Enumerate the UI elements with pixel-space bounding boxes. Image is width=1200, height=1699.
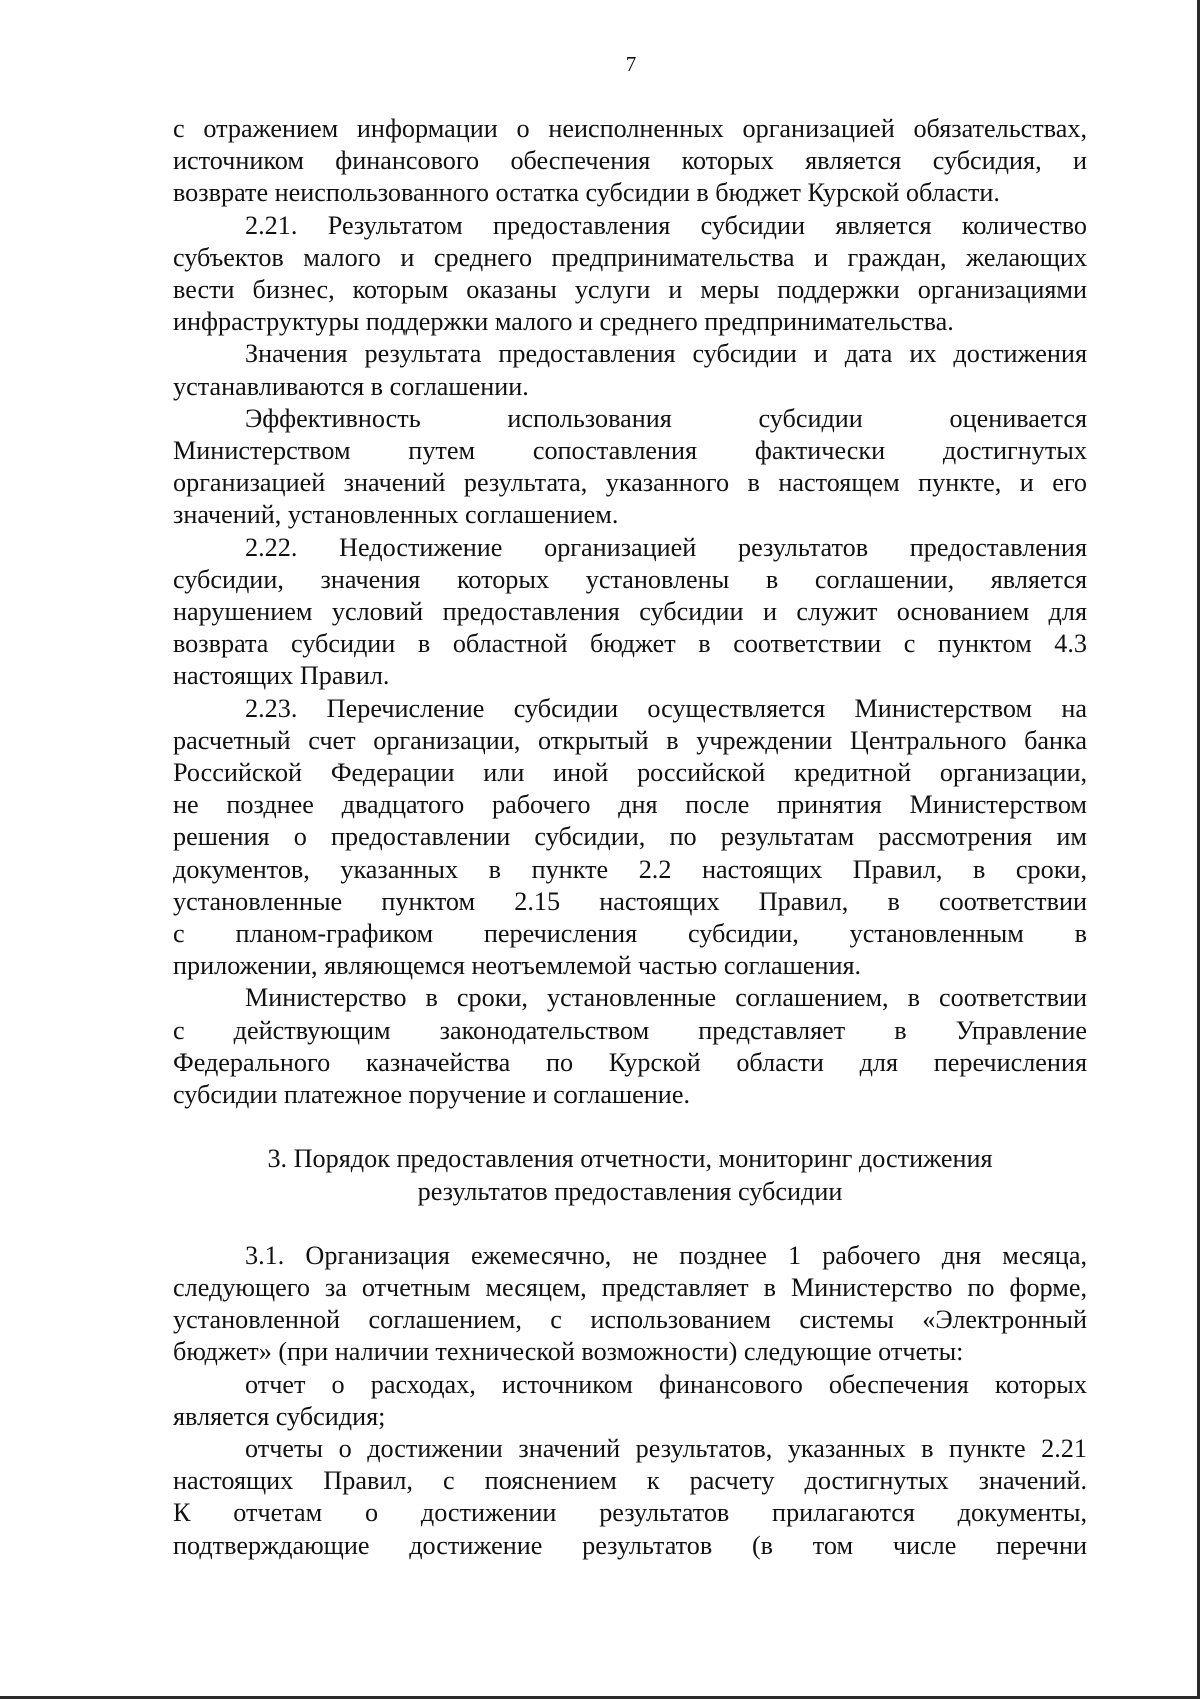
text-line: с отражением информации о неисполненных организацией обязательствах,: [173, 114, 1087, 143]
text-line: 2.23. Перечисление субсидии осуществляется Министерством на: [245, 693, 1087, 723]
document-body: [173, 113, 1087, 1562]
text-line: настоящих Правил.: [173, 661, 390, 691]
text-line: возврате неиспользованного остатка субсидии в бюджет Курской области.: [173, 178, 1000, 208]
text-line: расчетный счет организации, открытый в учреждении Центрального банка: [173, 725, 1087, 755]
text-line: настоящих Правил, с пояснением к расчету достигнутых значений.: [173, 1466, 1087, 1496]
text-line: Эффективность использования субсидии оценивается: [245, 403, 1087, 433]
section-heading-line-1: 3. Порядок предоставления отчетности, мониторинг достижения: [267, 1144, 993, 1174]
text-line: подтверждающие достижение результатов (в том числе перечни: [173, 1530, 1087, 1560]
section-heading-line-2: результатов предоставления субсидии: [417, 1176, 843, 1206]
paragraphs-before-heading: [173, 113, 1087, 1111]
text-line: бюджет» (при наличии технической возможности) следующие отчеты:: [173, 1337, 964, 1367]
text-line: возврата субсидии в областной бюджет в соответствии с пунктом 4.3: [173, 629, 1087, 659]
text-line: Федерального казначейства по Курской области для перечисления: [173, 1047, 1087, 1077]
text-line: 2.22. Недостижение организацией результатов предоставления: [245, 532, 1087, 562]
text-line: Министерство в сроки, установленные соглашением, в соответствии: [245, 983, 1087, 1013]
text-line: 3.1. Организация ежемесячно, не позднее 1 рабочего дня месяца,: [245, 1240, 1087, 1270]
spacer: [173, 1111, 1087, 1143]
text-line: не позднее двадцатого рабочего дня после принятия Министерством: [173, 790, 1087, 820]
text-line: субъектов малого и среднего предпринимательства и граждан, желающих: [173, 242, 1087, 272]
text-line: Российской Федерации или иной российской кредитной организации,: [173, 758, 1087, 788]
text-line: приложении, являющемся неотъемлемой частью соглашения.: [173, 951, 862, 981]
text-line: установленной соглашением, с использованием системы «Электронный: [173, 1305, 1087, 1335]
text-line: вести бизнес, которым оказаны услуги и меры поддержки организациями: [173, 275, 1087, 305]
text-line: организацией значений результата, указанного в настоящем пункте, и его: [173, 468, 1087, 498]
text-line: отчет о расходах, источником финансового обеспечения которых: [245, 1369, 1087, 1399]
text-line: с планом-графиком перечисления субсидии, установленным в: [173, 919, 1087, 949]
paragraphs-after-heading: [173, 1240, 1087, 1562]
spacer: [173, 1208, 1087, 1240]
text-line: с действующим законодательством представляет в Управление: [173, 1015, 1087, 1045]
text-line: отчеты о достижении значений результатов, указанных в пункте 2.21: [245, 1433, 1087, 1463]
text-line: значений, установленных соглашением.: [173, 500, 619, 530]
text-line: субсидии, значения которых установлены в соглашении, является: [173, 564, 1087, 594]
text-line: 2.21. Результатом предоставления субсидии является количество: [245, 210, 1087, 240]
text-line: инфраструктуры поддержки малого и среднего предпринимательства.: [173, 307, 954, 337]
text-line: решения о предоставлении субсидии, по результатам рассмотрения им: [173, 822, 1087, 852]
text-line: устанавливаются в соглашении.: [173, 371, 529, 401]
text-line: Значения результата предоставления субсидии и дата их достижения: [245, 339, 1087, 369]
text-line: нарушением условий предоставления субсидии и служит основанием для: [173, 597, 1087, 627]
text-line: субсидии платежное поручение и соглашение.: [173, 1080, 690, 1110]
page-number: 7: [625, 52, 637, 76]
text-line: Министерством путем сопоставления фактически достигнутых: [173, 436, 1087, 466]
section-heading: [173, 1143, 1087, 1207]
text-line: установленные пунктом 2.15 настоящих Правил, в соответствии: [173, 886, 1087, 916]
text-line: источником финансового обеспечения которых является субсидия, и: [173, 146, 1087, 176]
text-line: документов, указанных в пункте 2.2 настоящих Правил, в сроки,: [173, 854, 1087, 884]
text-line: К отчетам о достижении результатов прилагаются документы,: [173, 1498, 1087, 1528]
text-line: является субсидия;: [173, 1401, 386, 1431]
text-line: следующего за отчетным месяцем, представляет в Министерство по форме,: [173, 1272, 1087, 1302]
